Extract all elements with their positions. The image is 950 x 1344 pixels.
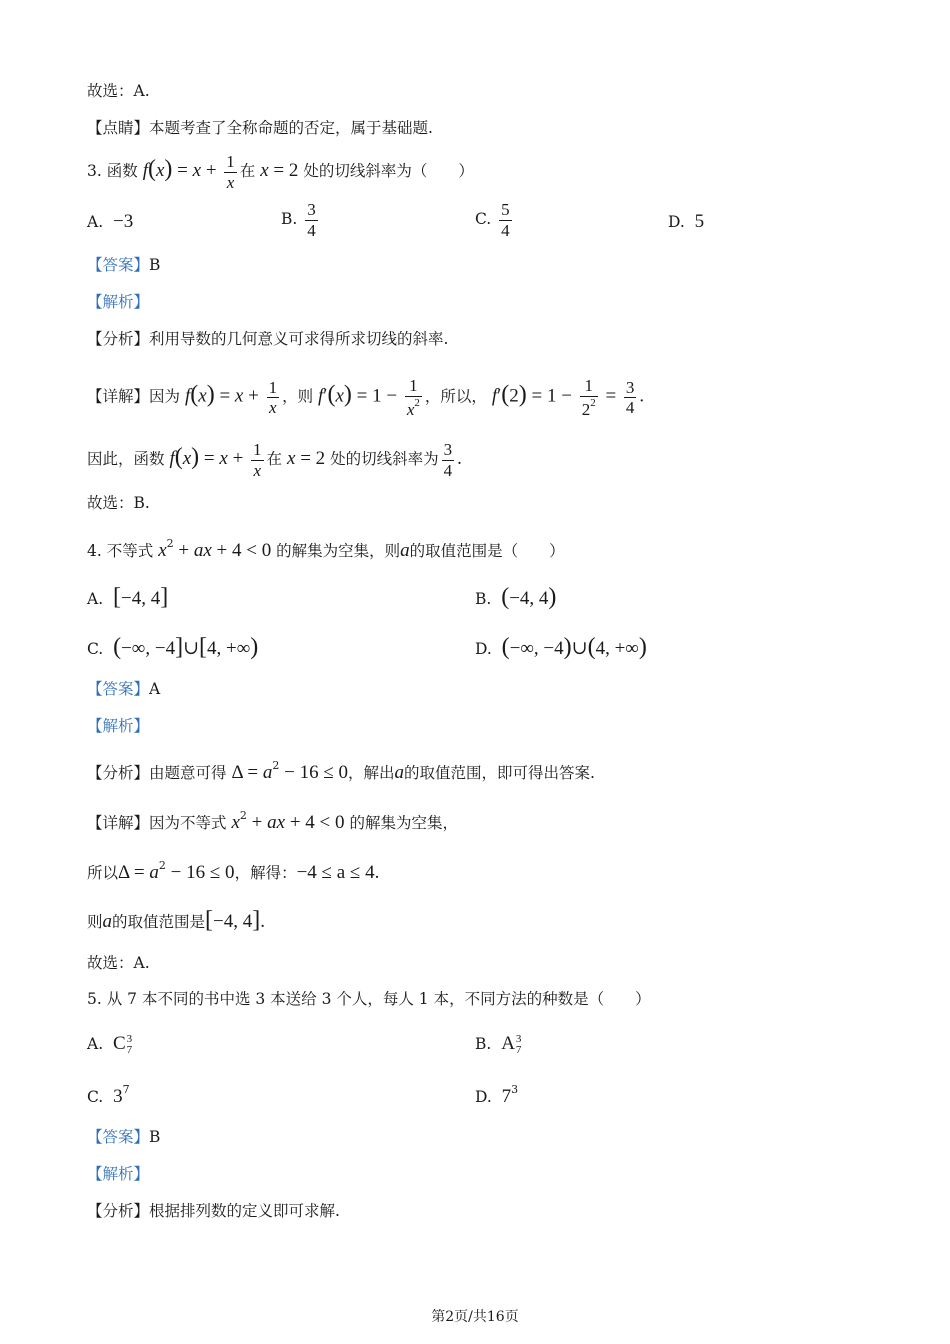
- q3-option-c: [475, 200, 515, 240]
- option-label: D.: [668, 213, 685, 231]
- conclusion-line: 故选：A.: [87, 82, 150, 100]
- q5-option-d: [475, 1084, 518, 1106]
- detail-text: 因为: [149, 387, 181, 406]
- q3-conclusion: 因此，函数 f(x) = x + $\frac{1}{x}$ 在 x = 2 处的切线斜率为 $\frac{3}{4}$ .: [87, 440, 462, 480]
- q3-analysis-tag: 【解析】: [87, 293, 150, 311]
- fenxi-tag: 【分析】: [87, 764, 150, 782]
- detail-text: 的取值范围是: [112, 913, 206, 931]
- q4-option-d: D. (−∞, −4)∪(4, +∞): [475, 634, 647, 660]
- fenxi-text: 利用导数的几何意义可求得所求切线的斜率.: [149, 330, 449, 348]
- page-footer: 第2页/共16页: [431, 1309, 519, 1325]
- option-value: 3: [113, 1086, 123, 1107]
- q4-answer: [87, 682, 160, 698]
- answer-tag: 【答案】: [87, 256, 150, 274]
- option-value: 4, +∞: [207, 638, 251, 659]
- answer-value: B: [149, 1128, 161, 1146]
- option-value: 4, +∞: [595, 638, 639, 659]
- q3-option-a: [87, 212, 133, 231]
- fraction: $\frac{1}{x}$: [226, 152, 235, 192]
- option-label: B.: [475, 1035, 492, 1053]
- option-label: C.: [87, 1088, 104, 1106]
- detail-text: 的解集为空集，: [349, 814, 458, 832]
- option-value: −∞, −4: [509, 638, 564, 659]
- fraction: $\frac{3}{4}$: [307, 200, 316, 240]
- option-value: −4, 4: [509, 588, 549, 609]
- q3-detail: 【详解】因为 f(x) = x + $\frac{1}{x}$ ，则 f′(x) = 1 − $\frac{1}{x^2}$ ，所以， f′(2) = 1 − $\frac{1}{2^2}$ = $\frac{3}{4}$ .: [87, 376, 645, 419]
- subscript: 7: [515, 1044, 522, 1056]
- comment-tag: 【点睛】: [87, 119, 150, 137]
- q3-stem: 3. 函数 f(x) = x + $\frac{1}{x}$ 在 x = 2 处的切线斜率为（ ）: [87, 152, 474, 192]
- q3-stem-mid: 在: [239, 162, 256, 181]
- detail-tag: 【详解】: [87, 814, 150, 832]
- detail-text: ，则: [282, 387, 314, 406]
- option-value: 5: [694, 211, 705, 232]
- option-label: A.: [87, 590, 104, 608]
- range-value: −4, 4: [213, 911, 253, 932]
- fenxi-tag: 【分析】: [87, 330, 150, 348]
- option-value: C: [112, 1033, 126, 1054]
- conclusion-text: 处的切线斜率为: [330, 450, 439, 469]
- q3-option-d: [668, 212, 704, 231]
- detail-text: 则: [87, 913, 103, 931]
- exponent: 3: [511, 1083, 519, 1096]
- comment-text: 本题考查了全称命题的否定，属于基础题.: [149, 119, 433, 137]
- q5-stem: [87, 992, 651, 1008]
- q4-range: 则a的取值范围是[−4, 4].: [87, 907, 265, 933]
- answer-value: A: [149, 680, 161, 698]
- superscript: 3: [126, 1033, 133, 1045]
- fenxi-text: 根据排列数的定义即可求解.: [149, 1202, 340, 1220]
- q3-fenxi: [87, 332, 448, 348]
- answer-tag: 【答案】: [87, 1128, 150, 1146]
- option-value: A: [501, 1033, 515, 1054]
- stem-text: 的取值范围是（ ）: [409, 542, 565, 560]
- q5-option-c: [87, 1084, 130, 1106]
- answer-tag: 【答案】: [87, 680, 150, 698]
- q3-option-b: [281, 200, 321, 240]
- superscript: 3: [515, 1033, 522, 1045]
- q5-answer: [87, 1130, 160, 1146]
- q3-stem-pre: 函数: [106, 162, 138, 181]
- q4-fenxi: 【分析】由题意可得 $\Delta = a^2 - 16 \le 0$，解出a的取值范围，即可得出答案.: [87, 759, 595, 783]
- q4-detail: 【详解】因为不等式 $x^2$ + ax + 4 < 0 的解集为空集，: [87, 809, 458, 833]
- q4-option-a: A. [−4, 4]: [87, 584, 169, 610]
- q3-number: 3.: [87, 162, 102, 181]
- detail-text: 所以: [87, 864, 119, 882]
- fenxi-text: 由题意可得: [149, 764, 227, 782]
- q4-analysis-tag: 【解析】: [87, 717, 150, 735]
- option-label: B.: [281, 210, 298, 229]
- option-value: −∞, −4: [121, 638, 176, 659]
- comment-line: [87, 121, 433, 137]
- q4-option-c: C. (−∞, −4]∪[4, +∞): [87, 634, 259, 660]
- stem-text: 从 7 本不同的书中选 3 本送给 3 个人，每人 1 本，不同方法的种数是（ ）: [106, 990, 651, 1008]
- q4-therefore: 所以$\Delta = a^2 - 16 \le 0$，解得：−4 ≤ a ≤ 4.: [87, 859, 380, 883]
- stem-text: 不等式: [106, 542, 154, 560]
- q3-answer: [87, 258, 160, 274]
- q5-number: 5.: [87, 990, 102, 1008]
- inequality: −4 ≤ a ≤ 4: [296, 862, 375, 883]
- q4-choice: 故选：A.: [87, 954, 150, 972]
- fenxi-text: ，解出: [348, 764, 395, 782]
- q5-analysis-tag: 【解析】: [87, 1165, 150, 1183]
- fenxi-tag: 【分析】: [87, 1202, 150, 1220]
- option-value: 7: [501, 1086, 512, 1107]
- subscript: 7: [126, 1044, 133, 1056]
- option-label: B.: [475, 590, 492, 608]
- option-label: C.: [87, 640, 104, 658]
- q4-option-b: B. (−4, 4): [475, 584, 557, 610]
- q5-fenxi: [87, 1204, 340, 1220]
- fraction: $\frac{5}{4}$: [501, 200, 510, 240]
- q5-option-b: [475, 1034, 521, 1056]
- option-value: −3: [112, 211, 134, 232]
- option-label: A.: [87, 1035, 104, 1053]
- conclusion-text: 因此，函数: [87, 450, 165, 469]
- q4-number: 4.: [87, 542, 102, 560]
- q5-option-a: [87, 1034, 132, 1056]
- stem-text: 的解集为空集，则: [276, 542, 401, 560]
- option-value: −4, 4: [120, 588, 161, 609]
- detail-tag: 【详解】: [87, 387, 150, 406]
- detail-text: ，解得：: [234, 864, 297, 882]
- option-label: D.: [475, 640, 492, 658]
- q3-choice: 故选：B.: [87, 494, 150, 512]
- answer-value: B: [149, 256, 161, 274]
- option-label: C.: [475, 210, 492, 229]
- detail-text: ，所以，: [424, 387, 487, 406]
- conclusion-text: 在: [266, 450, 283, 469]
- exponent: 7: [122, 1083, 130, 1096]
- detail-text: 因为不等式: [149, 814, 227, 832]
- q3-stem-post: 处的切线斜率为（ ）: [303, 162, 474, 181]
- q4-stem: 4. 不等式 $x^2$ + ax + 4 < 0 的解集为空集，则a的取值范围是（ ）: [87, 537, 565, 561]
- fenxi-text: 的取值范围，即可得出答案.: [404, 764, 595, 782]
- option-label: D.: [475, 1088, 492, 1106]
- option-label: A.: [87, 213, 104, 231]
